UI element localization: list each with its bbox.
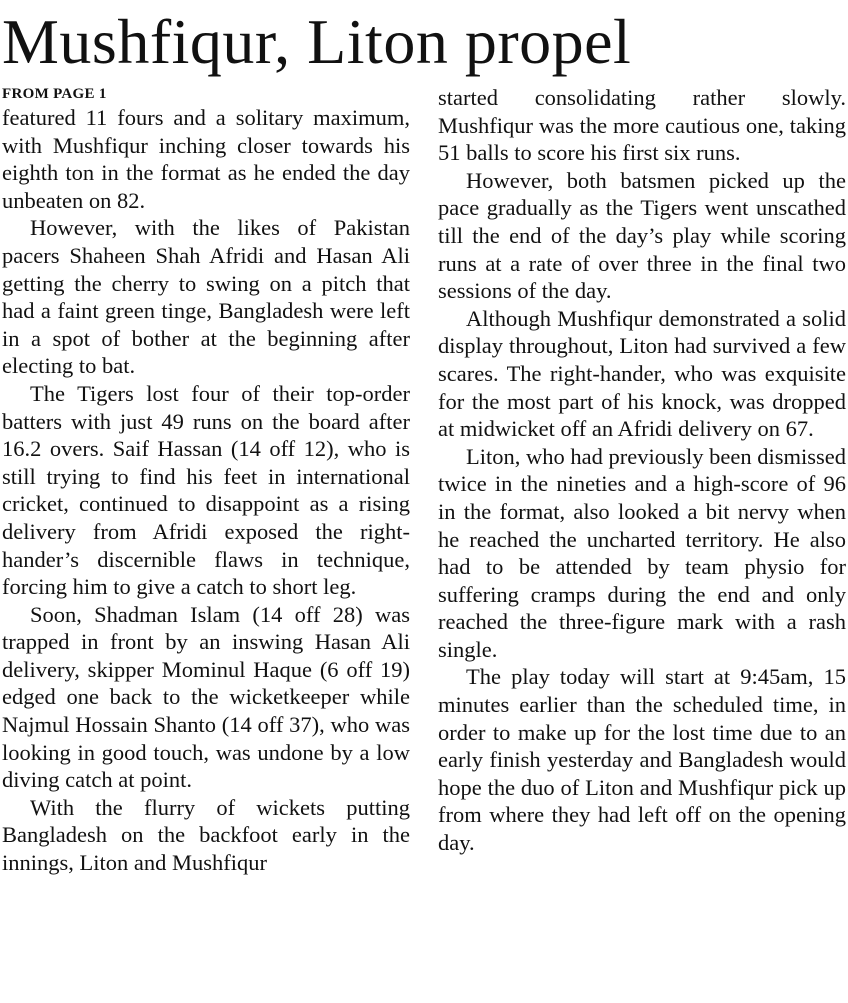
paragraph: Liton, who had previously been dismissed twice in the nineties and a high-score of 96 in the format, also looked a bit nervy when he reached the uncharted territory. He also had to be attended by team physio for suffering cramps during the end and only reached the three-figure mark with a rash single. xyxy=(438,443,846,662)
paragraph: Soon, Shadman Islam (14 off 28) was trapped in front by an inswing Hasan Ali delivery, skipper Mominul Haque (6 off 19) edged one back to the wicketkeeper while Najmul Hossain Shanto (14 off 37), who was looking in good touch, was undone by a low diving catch at point. xyxy=(2,601,410,793)
article-column-left xyxy=(2,84,410,877)
paragraph: However, both batsmen picked up the pace gradually as the Tigers went unscathed till the end of the day’s play while scoring runs at a rate of over three in the final two sessions of the day. xyxy=(438,167,846,304)
paragraph: However, with the likes of Pakistan pacers Shaheen Shah Afridi and Hasan Ali getting the cherry to swing on a pitch that had a faint green tinge, Bangladesh were left in a spot of bother at the beginning after electing to bat. xyxy=(2,215,410,379)
article-column-right xyxy=(438,84,846,857)
headline: Mushfiqur, Liton propel xyxy=(2,6,632,77)
paragraph: started consolidating rather slowly. Mushfiqur was the more cautious one, taking 51 balls to score his first six runs. xyxy=(438,85,846,166)
paragraph: featured 11 fours and a solitary maximum, with Mushfiqur inching closer towards his eighth ton in the format as he ended the day unbeaten on 82. xyxy=(2,105,410,213)
paragraph: The play today will start at 9:45am, 15 minutes earlier than the scheduled time, in order to make up for the lost time due to an early finish yesterday and Bangladesh would hope the duo of Liton and Mushfiqur pick up from where they had left off on the opening day. xyxy=(438,664,846,856)
paragraph: Although Mushfiqur demonstrated a solid display throughout, Liton had survived a few scares. The right-hander, who was exquisite for the most part of his knock, was dropped at midwicket off an Afridi delivery on 67. xyxy=(438,305,846,442)
paragraph: With the flurry of wickets putting Bangladesh on the backfoot early in the innings, Liton and Mushfiqur xyxy=(2,794,410,876)
paragraph: The Tigers lost four of their top-order batters with just 49 runs on the board after 16.2 overs. Saif Hassan (14 off 12), who is still trying to find his feet in international cricket, continued to disappoint as a rising delivery from Afridi exposed the right-hander’s discernible flaws in technique, forcing him to give a catch to short leg. xyxy=(2,380,410,600)
continuation-kicker: FROM PAGE 1 xyxy=(2,86,107,102)
